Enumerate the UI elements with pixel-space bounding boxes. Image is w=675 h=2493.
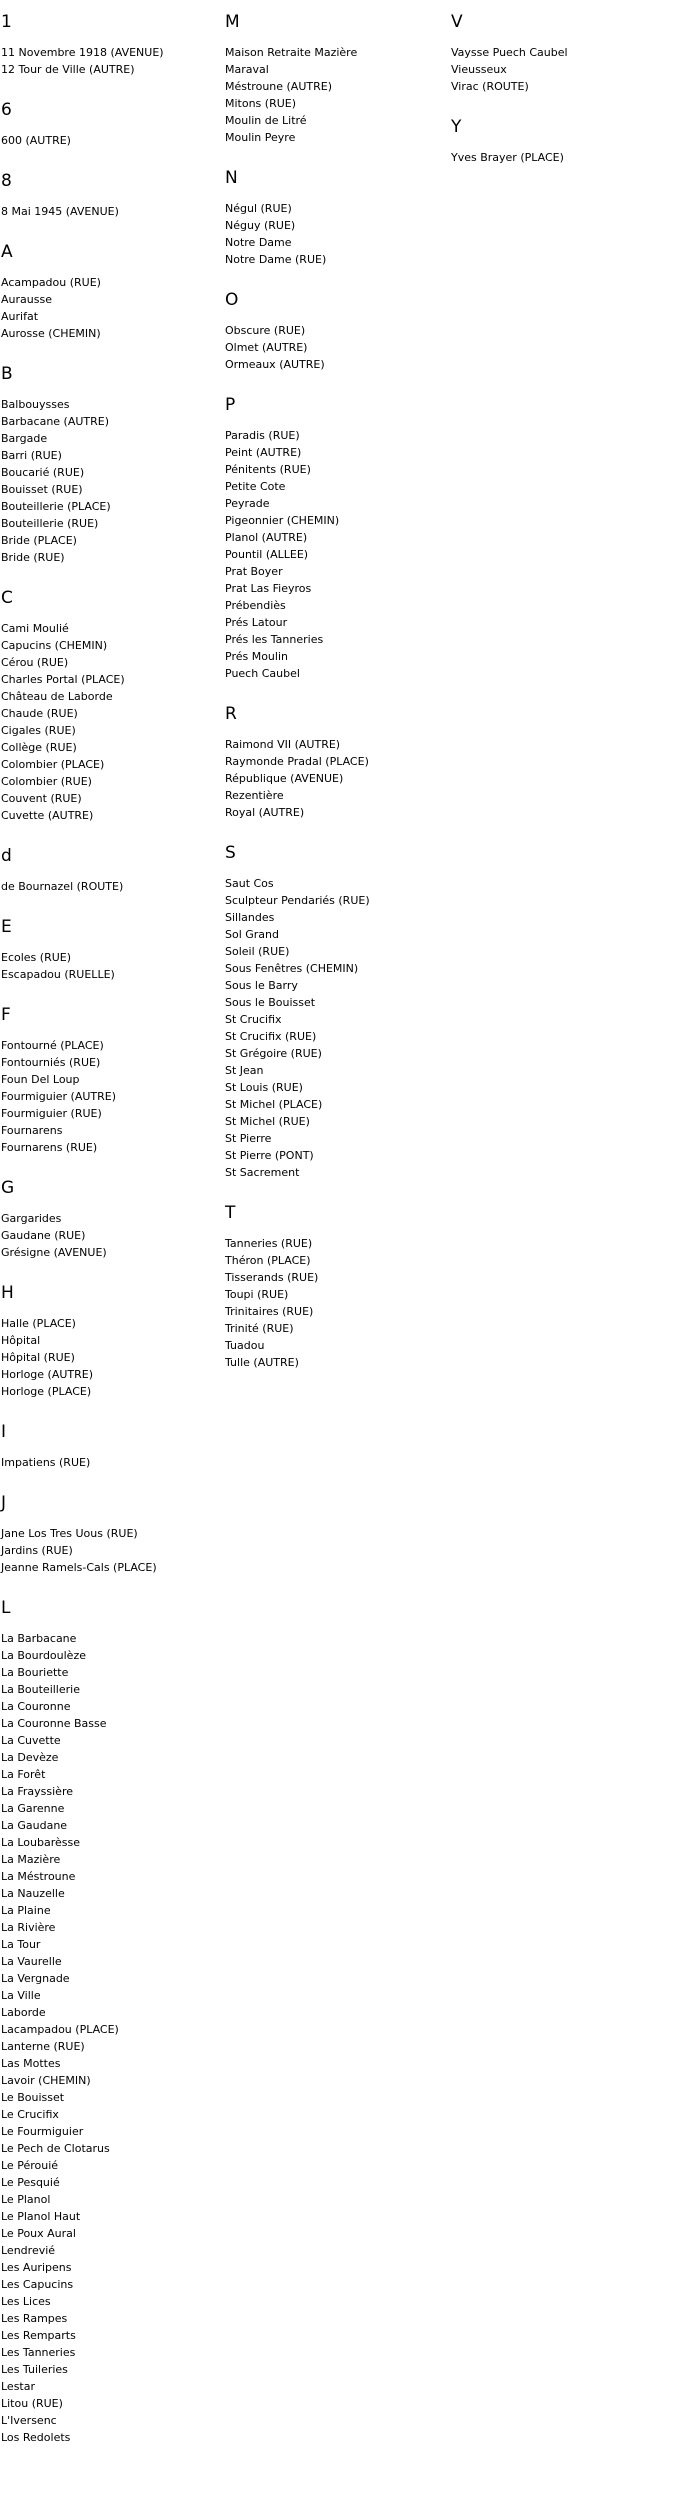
street-list-item: Charles Portal (PLACE) <box>1 673 125 686</box>
section-letter-heading: I <box>1 1422 7 1442</box>
street-list-item: St Michel (RUE) <box>225 1115 310 1128</box>
street-list-item: Négul (RUE) <box>225 202 292 215</box>
street-list-item: Néguy (RUE) <box>225 219 296 232</box>
street-list-item: Méstroune (AUTRE) <box>225 80 332 93</box>
street-list <box>225 875 445 1181</box>
street-list-item: La Bourdoulèze <box>1 1649 86 1662</box>
street-list-item: 11 Novembre 1918 (AVENUE) <box>1 46 164 59</box>
street-list <box>1 1454 221 1471</box>
street-list-item: Sillandes <box>225 911 275 924</box>
street-list-item: Bargade <box>1 432 48 445</box>
street-list-item: St Crucifix (RUE) <box>225 1030 317 1043</box>
street-list-item: Aurausse <box>1 293 52 306</box>
street-index-column-2 <box>225 12 445 1393</box>
street-list-item: Peyrade <box>225 497 270 510</box>
street-list-item: St Sacrement <box>225 1166 300 1179</box>
street-list-item: Olmet (AUTRE) <box>225 341 308 354</box>
street-list-item: Prat Las Fieyros <box>225 582 312 595</box>
street-list-item: Soleil (RUE) <box>225 945 290 958</box>
street-list <box>1 274 221 342</box>
street-list-item: Collège (RUE) <box>1 741 77 754</box>
street-list-item: Tulle (AUTRE) <box>225 1356 299 1369</box>
street-list-item: de Bournazel (ROUTE) <box>1 880 124 893</box>
street-list-item: Saut Cos <box>225 877 274 890</box>
street-list-item: Moulin de Litré <box>225 114 307 127</box>
street-list-item: Tanneries (RUE) <box>225 1237 313 1250</box>
letter-section <box>1 1493 221 1576</box>
street-list-item: Acampadou (RUE) <box>1 276 101 289</box>
letter-section <box>1 242 221 342</box>
street-list-item: St Pierre <box>225 1132 272 1145</box>
street-list-item: La Tour <box>1 1938 41 1951</box>
street-list-item: 12 Tour de Ville (AUTRE) <box>1 63 135 76</box>
street-list-item: Le Poux Aural <box>1 2227 76 2240</box>
section-letter-heading: M <box>225 12 240 32</box>
street-list-item: Les Remparts <box>1 2329 76 2342</box>
street-list-item: Paradis (RUE) <box>225 429 300 442</box>
section-letter-heading: J <box>1 1493 7 1513</box>
street-list <box>1 878 221 895</box>
street-list-item: Bride (RUE) <box>1 551 65 564</box>
street-list-item: Sol Grand <box>225 928 280 941</box>
letter-section <box>225 1203 445 1371</box>
street-list-item: Barbacane (AUTRE) <box>1 415 110 428</box>
street-list-item: Obscure (RUE) <box>225 324 306 337</box>
street-list-item: Rezentière <box>225 789 284 802</box>
street-list <box>451 44 671 95</box>
street-index-column-3 <box>451 12 671 188</box>
street-list-item: Couvent (RUE) <box>1 792 82 805</box>
section-letter-heading: E <box>1 917 12 937</box>
street-list <box>1 132 221 149</box>
street-list <box>1 949 221 983</box>
letter-section <box>225 290 445 373</box>
street-list-item: Prat Boyer <box>225 565 283 578</box>
letter-section <box>451 12 671 95</box>
street-list-item: La Couronne Basse <box>1 1717 107 1730</box>
street-list-item: Sous Fenêtres (CHEMIN) <box>225 962 359 975</box>
street-list-item: La Couronne <box>1 1700 71 1713</box>
street-list-item: Puech Caubel <box>225 667 300 680</box>
section-letter-heading: C <box>1 588 13 608</box>
street-list-item: Aurifat <box>1 310 39 323</box>
street-list <box>1 1630 221 2446</box>
section-letter-heading: N <box>225 168 238 188</box>
street-list-item: Les Capucins <box>1 2278 74 2291</box>
street-list-item: Le Pesquié <box>1 2176 60 2189</box>
street-list-item: Maraval <box>225 63 269 76</box>
street-list-item: Pigeonnier (CHEMIN) <box>225 514 340 527</box>
street-list-item: Cuvette (AUTRE) <box>1 809 94 822</box>
street-list-item: Fourmiguier (RUE) <box>1 1107 102 1120</box>
street-list-item: La Bouteillerie <box>1 1683 80 1696</box>
street-list-item: St Louis (RUE) <box>225 1081 303 1094</box>
street-list-item: République (AVENUE) <box>225 772 344 785</box>
street-list-item: Escapadou (RUELLE) <box>1 968 115 981</box>
street-list-item: La Rivière <box>1 1921 56 1934</box>
street-list-item: Lendrevié <box>1 2244 56 2257</box>
street-list-item: Los Redolets <box>1 2431 71 2444</box>
street-list-item: Le Planol Haut <box>1 2210 81 2223</box>
street-list-item: Foun Del Loup <box>1 1073 80 1086</box>
street-list-item: Bouteillerie (PLACE) <box>1 500 111 513</box>
street-list-item: Trinité (RUE) <box>225 1322 294 1335</box>
street-list <box>1 203 221 220</box>
street-list-item: Yves Brayer (PLACE) <box>451 151 564 164</box>
street-list-item: Petite Cote <box>225 480 286 493</box>
street-list <box>225 44 445 146</box>
street-list-item: Sous le Bouisset <box>225 996 316 1009</box>
street-list-item: Les Auripens <box>1 2261 72 2274</box>
street-list-item: Horloge (PLACE) <box>1 1385 92 1398</box>
section-letter-heading: O <box>225 290 239 310</box>
street-list-item: Le Pech de Clotarus <box>1 2142 110 2155</box>
street-index-column-1 <box>1 12 221 2468</box>
letter-section <box>1 917 221 983</box>
street-list-item: La Frayssière <box>1 1785 73 1798</box>
street-list-item: Lestar <box>1 2380 36 2393</box>
section-letter-heading: H <box>1 1283 14 1303</box>
section-letter-heading: d <box>1 846 12 866</box>
section-letter-heading: Y <box>451 117 462 137</box>
street-list-item: Les Tuileries <box>1 2363 68 2376</box>
street-list-item: Château de Laborde <box>1 690 113 703</box>
street-list-item: Gaudane (RUE) <box>1 1229 86 1242</box>
section-letter-heading: B <box>1 364 13 384</box>
street-list-item: Balbouysses <box>1 398 70 411</box>
street-list-item: Fournarens (RUE) <box>1 1141 98 1154</box>
street-list-item: Colombier (RUE) <box>1 775 92 788</box>
street-list <box>1 1525 221 1576</box>
street-list-item: 8 Mai 1945 (AVENUE) <box>1 205 119 218</box>
street-list-item: Impatiens (RUE) <box>1 1456 91 1469</box>
street-list-item: Vaysse Puech Caubel <box>451 46 568 59</box>
street-list-item: Chaude (RUE) <box>1 707 78 720</box>
street-list-item: Planol (AUTRE) <box>225 531 308 544</box>
letter-section <box>1 1283 221 1400</box>
section-letter-heading: V <box>451 12 463 32</box>
street-list-item: Le Crucifix <box>1 2108 59 2121</box>
section-letter-heading: A <box>1 242 13 262</box>
street-list-item: Ecoles (RUE) <box>1 951 72 964</box>
street-list-item: Peint (AUTRE) <box>225 446 302 459</box>
letter-section <box>225 704 445 821</box>
street-list-item: Pénitents (RUE) <box>225 463 311 476</box>
street-list-item: Barri (RUE) <box>1 449 62 462</box>
street-list-item: La Devèze <box>1 1751 59 1764</box>
street-list-item: Sculpteur Pendariés (RUE) <box>225 894 370 907</box>
street-list-item: La Loubarèsse <box>1 1836 81 1849</box>
section-letter-heading: 6 <box>1 100 12 120</box>
section-letter-heading: S <box>225 843 236 863</box>
street-list-item: Fourmiguier (AUTRE) <box>1 1090 117 1103</box>
street-list-item: Pountil (ALLEE) <box>225 548 309 561</box>
street-list-item: 600 (AUTRE) <box>1 134 71 147</box>
street-list-item: St Michel (PLACE) <box>225 1098 323 1111</box>
street-list-item: Bride (PLACE) <box>1 534 77 547</box>
street-list-item: La Nauzelle <box>1 1887 65 1900</box>
street-list-item: Les Rampes <box>1 2312 68 2325</box>
street-list-item: St Pierre (PONT) <box>225 1149 314 1162</box>
street-list-item: Le Planol <box>1 2193 51 2206</box>
letter-section <box>225 395 445 682</box>
section-letter-heading: 8 <box>1 171 12 191</box>
street-list <box>225 736 445 821</box>
street-list-item: Tuadou <box>225 1339 265 1352</box>
street-list-item: La Mazière <box>1 1853 61 1866</box>
street-list-item: Fournarens <box>1 1124 63 1137</box>
street-list-item: Aurosse (CHEMIN) <box>1 327 101 340</box>
street-list-item: Maison Retraite Mazière <box>225 46 358 59</box>
street-list-item: St Grégoire (RUE) <box>225 1047 322 1060</box>
street-list-item: Gargarides <box>1 1212 62 1225</box>
street-list <box>225 1235 445 1371</box>
street-list-item: Le Fourmiguier <box>1 2125 84 2138</box>
street-list <box>1 44 221 78</box>
street-list-item: La Forêt <box>1 1768 46 1781</box>
street-list-item: Grésigne (AVENUE) <box>1 1246 107 1259</box>
street-list-item: La Gaudane <box>1 1819 68 1832</box>
letter-section <box>1 846 221 895</box>
street-list-item: Jane Los Tres Uous (RUE) <box>1 1527 138 1540</box>
street-list <box>1 1210 221 1261</box>
section-letter-heading: R <box>225 704 237 724</box>
street-list-item: Bouisset (RUE) <box>1 483 83 496</box>
letter-section <box>1 1178 221 1261</box>
street-list-item: L'Iversenc <box>1 2414 57 2427</box>
street-list <box>1 396 221 566</box>
street-list-item: Vieusseux <box>451 63 507 76</box>
street-list-item: La Ville <box>1 1989 41 2002</box>
letter-section <box>1 1598 221 2446</box>
letter-section <box>1 364 221 566</box>
street-list-item: La Méstroune <box>1 1870 76 1883</box>
street-list-item: Hôpital (RUE) <box>1 1351 75 1364</box>
street-list-item: Théron (PLACE) <box>225 1254 311 1267</box>
letter-section <box>225 12 445 146</box>
street-list-item: Horloge (AUTRE) <box>1 1368 94 1381</box>
street-list-item: Ormeaux (AUTRE) <box>225 358 325 371</box>
street-list <box>451 149 671 166</box>
letter-section <box>1 1422 221 1471</box>
street-list-item: Bouteillerie (RUE) <box>1 517 99 530</box>
street-list-item: Raimond VII (AUTRE) <box>225 738 341 751</box>
street-list <box>225 200 445 268</box>
street-list-item: Colombier (PLACE) <box>1 758 105 771</box>
letter-section <box>451 117 671 166</box>
street-list <box>225 322 445 373</box>
letter-section <box>1 588 221 824</box>
street-list-item: Laborde <box>1 2006 46 2019</box>
street-list-item: Fontourniés (RUE) <box>1 1056 101 1069</box>
street-list-item: Lacampadou (PLACE) <box>1 2023 119 2036</box>
letter-section <box>1 171 221 220</box>
street-list-item: Raymonde Pradal (PLACE) <box>225 755 369 768</box>
street-list-item: Fontourné (PLACE) <box>1 1039 104 1052</box>
street-list-item: Moulin Peyre <box>225 131 296 144</box>
section-letter-heading: F <box>1 1005 11 1025</box>
street-list-item: Virac (ROUTE) <box>451 80 529 93</box>
street-list-item: La Vaurelle <box>1 1955 62 1968</box>
street-list-item: Prébendiès <box>225 599 286 612</box>
section-letter-heading: G <box>1 1178 15 1198</box>
letter-section <box>1 1005 221 1156</box>
section-letter-heading: L <box>1 1598 11 1618</box>
street-list-item: St Crucifix <box>225 1013 282 1026</box>
street-list-item: St Jean <box>225 1064 264 1077</box>
letter-section <box>225 168 445 268</box>
street-list-item: Lavoir (CHEMIN) <box>1 2074 91 2087</box>
street-list-item: Hôpital <box>1 1334 41 1347</box>
street-list <box>1 620 221 824</box>
section-letter-heading: 1 <box>1 12 12 32</box>
street-list <box>1 1037 221 1156</box>
street-list-item: La Garenne <box>1 1802 65 1815</box>
street-list-item: Boucarié (RUE) <box>1 466 85 479</box>
street-list-item: Tisserands (RUE) <box>225 1271 319 1284</box>
letter-section <box>1 12 221 78</box>
street-list-item: Prés les Tanneries <box>225 633 324 646</box>
street-list-item: La Bouriette <box>1 1666 69 1679</box>
street-list <box>1 1315 221 1400</box>
street-list-item: Halle (PLACE) <box>1 1317 76 1330</box>
section-letter-heading: P <box>225 395 236 415</box>
street-list-item: Notre Dame (RUE) <box>225 253 327 266</box>
street-list-item: Royal (AUTRE) <box>225 806 305 819</box>
street-list-item: Lanterne (RUE) <box>1 2040 85 2053</box>
street-list-item: Prés Moulin <box>225 650 288 663</box>
street-list-item: Les Lices <box>1 2295 51 2308</box>
street-list-item: Trinitaires (RUE) <box>225 1305 314 1318</box>
street-list-item: Las Mottes <box>1 2057 61 2070</box>
street-list-item: Toupi (RUE) <box>225 1288 289 1301</box>
street-list-item: Le Pérouié <box>1 2159 59 2172</box>
street-list-item: Les Tanneries <box>1 2346 76 2359</box>
street-list-item: Cérou (RUE) <box>1 656 69 669</box>
street-list-item: Le Bouisset <box>1 2091 65 2104</box>
street-list-item: Capucins (CHEMIN) <box>1 639 108 652</box>
street-list-item: Notre Dame <box>225 236 292 249</box>
street-list-item: La Vergnade <box>1 1972 70 1985</box>
street-list-item: Sous le Barry <box>225 979 298 992</box>
street-list <box>225 427 445 682</box>
street-list-item: Jardins (RUE) <box>1 1544 73 1557</box>
section-letter-heading: T <box>225 1203 236 1223</box>
street-list-item: Cami Moulié <box>1 622 69 635</box>
letter-section <box>1 100 221 149</box>
street-list-item: Cigales (RUE) <box>1 724 76 737</box>
street-list-item: La Cuvette <box>1 1734 61 1747</box>
street-list-item: La Barbacane <box>1 1632 77 1645</box>
street-list-item: Prés Latour <box>225 616 288 629</box>
street-list-item: Litou (RUE) <box>1 2397 63 2410</box>
street-list-item: Mitons (RUE) <box>225 97 297 110</box>
street-list-item: La Plaine <box>1 1904 51 1917</box>
street-list-item: Jeanne Ramels-Cals (PLACE) <box>1 1561 157 1574</box>
letter-section <box>225 843 445 1181</box>
